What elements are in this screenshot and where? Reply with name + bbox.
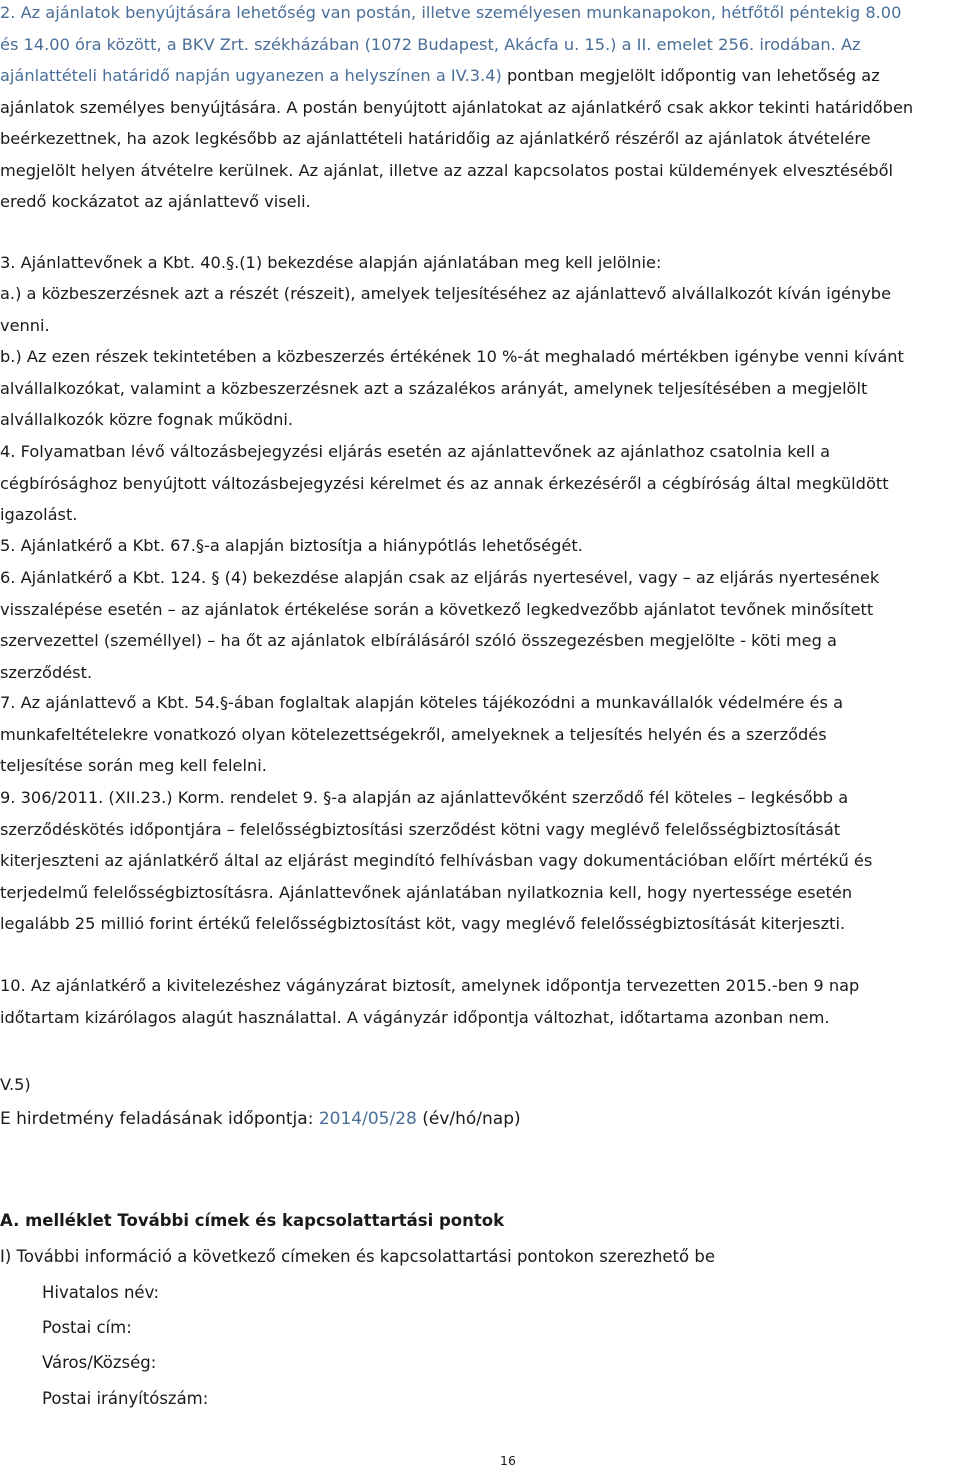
- annex-subtitle: I) További információ a következő címeken és kapcsolattartási pontokon szerezhető be: [0, 1247, 715, 1266]
- field-postal-address: Postai cím:: [42, 1318, 132, 1337]
- annex-title: A. melléklet További címek és kapcsolattartási pontok: [0, 1211, 505, 1230]
- field-official-name: Hivatalos név:: [42, 1283, 159, 1302]
- paragraph-7: 7. Az ajánlattevő a Kbt. 54.§-ában foglaltak alapján köteles tájékozódni a munkavállalók védelmére és a munkafeltételekre vonatkozó olyan kötelezettségekről, amelyeknek a teljesítés helyén és a szerződés teljesítése során meg kell felelni.: [0, 693, 844, 775]
- page-number: 16: [500, 1453, 516, 1468]
- publication-date-value: 2014/05/28: [318, 1109, 417, 1129]
- publication-date-label: E hirdetmény feladásának időpontja:: [0, 1109, 319, 1129]
- paragraph-4: 4. Folyamatban lévő változásbejegyzési eljárás esetén az ajánlattevőnek az ajánlathoz csatolnia kell a cégbírósághoz benyújtott változásbejegyzési kérelmet és az annak érkezéséről a cégbíróság által megküldött igazolást.: [0, 442, 889, 524]
- paragraph-3: 3. Ajánlattevőnek a Kbt. 40.§.(1) bekezdése alapján ajánlatában meg kell jelölnie:: [0, 253, 662, 272]
- paragraph-5: 5. Ajánlatkérő a Kbt. 67.§-a alapján biztosítja a hiánypótlás lehetőségét.: [0, 536, 583, 555]
- paragraph-3a: a.) a közbeszerzésnek azt a részét (részeit), amelyek teljesítéséhez az ajánlattevő alvállalkozót kíván igénybe venni.: [0, 284, 892, 335]
- field-postal-code: Postai irányítószám:: [42, 1389, 209, 1408]
- paragraph-3b: b.) Az ezen részek tekintetében a közbeszerzés értékének 10 %-át meghaladó mértékben igénybe venni kívánt alvállalkozókat, valamint a közbeszerzésnek azt a százalékos arányát, amelynek teljesítésében a megjelölt alvállalkozók közre fognak működni.: [0, 347, 904, 429]
- paragraph-2-highlighted: 2. Az ajánlatok benyújtására lehetőség van postán, illetve személyesen munkanapokon, hétfőtől péntekig 8.00 és 14.00 óra között, a BKV Zrt. székházában (1072 Budapest, Akácfa u. 15.) a II. emelet 256. irodában. Az ajánlattételi határidő napján ugyanezen a helyszínen a IV.3.4): [0, 3, 902, 85]
- publication-date: [0, 1104, 521, 1134]
- paragraph-2: [0, 0, 914, 218]
- field-city: Város/Község:: [42, 1353, 157, 1372]
- paragraph-9: 9. 306/2011. (XII.23.) Korm. rendelet 9. §-a alapján az ajánlattevőként szerződő fél köteles – legkésőbb a szerződéskötés időpontjára – felelősségbiztosítási szerződést kötni vagy meglévő felelősségbiztosítását kiterjeszteni az ajánlatkérő által az eljárást megindító felhívásban vagy dokumentációban előírt mértékű és terjedelmű felelősségbiztosításra. Ajánlattevőnek ajánlatában nyilatkoznia kell, hogy nyertessége esetén legalább 25 millió forint értékű felelősségbiztosítást köt, vagy meglévő felelősségbiztosítását kiterjeszti.: [0, 788, 873, 933]
- section-label: V.5): [0, 1075, 31, 1094]
- paragraph-2-text: pontban megjelölt időpontig van lehetőség az ajánlatok személyes benyújtására. A postán benyújtott ajánlatokat az ajánlatkérő csak akkor tekinti határidőben beérkezettnek, ha azok legkésőbb az ajánlattételi határidőig az ajánlatkérő részéről az ajánlatok átvételére megjelölt helyen átvételre kerülnek. Az ajánlat, illetve az azzal kapcsolatos postai küldemények elvesztéséből eredő kockázatot az ajánlattevő viseli.: [0, 66, 914, 211]
- publication-date-suffix: (év/hó/nap): [416, 1109, 521, 1129]
- paragraph-10: 10. Az ajánlatkérő a kivitelezéshez vágányzárat biztosít, amelynek időpontja tervezetten 2015.-ben 9 nap időtartam kizárólagos alagút használattal. A vágányzár időpontja változhat, időtartama azonban nem.: [0, 976, 860, 1027]
- paragraph-6: 6. Ajánlatkérő a Kbt. 124. § (4) bekezdése alapján csak az eljárás nyertesével, vagy – az eljárás nyertesének visszalépése esetén – az ajánlatok értékelése során a következő legkedvezőbb ajánlatot tevőnek minősített szervezettel (személlyel) – ha őt az ajánlatok elbírálásáról szóló összegezésben megjelölte - köti meg a szerződést.: [0, 568, 880, 682]
